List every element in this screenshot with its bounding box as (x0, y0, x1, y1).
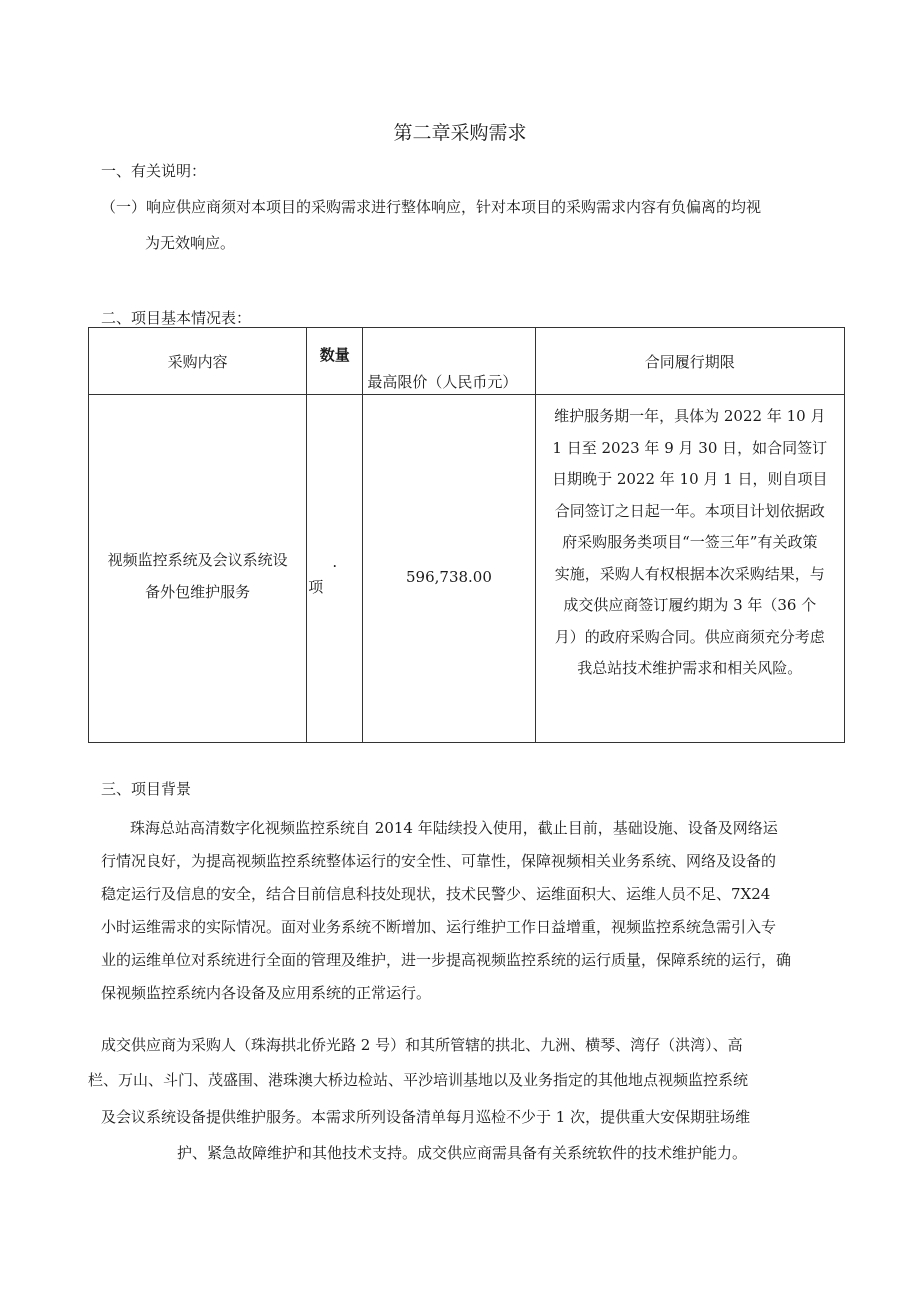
content-line1: 视频监控系统及会议系统设 (107, 550, 288, 569)
background-para2-line: 栏、万山、斗门、茂盛围、港珠澳大桥边检站、平沙培训基地以及业务指定的其他地点视频监控系统 (88, 1071, 749, 1089)
quantity-mark: · (332, 556, 338, 575)
background-para2-line: 护、紧急故障维护和其他技术支持。成交供应商需具备有关系统软件的技术维护能力。 (177, 1144, 748, 1162)
term-line: 合同签订之日起一年。本项目计划依据政 (554, 501, 825, 520)
background-para1-line: 行情况良好，为提高视频监控系统整体运行的安全性、可靠性，保障视频相关业务系统、网络及设备的 (101, 852, 777, 870)
header-term: 合同履行期限 (535, 328, 844, 395)
term-line: 我总站技术维护需求和相关风险。 (577, 659, 803, 677)
header-max-price: 最高限价（人民币元） (363, 328, 535, 395)
background-para2-line: 成交供应商为采购人（珠海拱北侨光路 2 号）和其所管辖的拱北、九洲、横琴、湾仔（洪湾）、高 (101, 1036, 743, 1054)
quantity-unit: 项 (308, 577, 324, 596)
header-quantity: 数量 (307, 328, 363, 395)
table-header-row (89, 328, 845, 395)
section1-item1-line2: 为无效响应。 (145, 234, 236, 252)
section2-heading: 二、项目基本情况表： (101, 309, 252, 327)
term-line: 日期晚于 2022 年 10 月 1 日，则自项目 (552, 470, 828, 488)
background-para1-line: 保视频监控系统内各设备及应用系统的正常运行。 (101, 984, 432, 1002)
cell-content (89, 395, 307, 743)
cell-price: 596,738.00 (363, 395, 535, 743)
term-line: 府采购服务类项目“一签三年”有关政策 (562, 533, 818, 551)
background-para1-line: 小时运维需求的实际情况。面对业务系统不断增加、运行维护工作日益增重，视频监控系统急需引入专 (101, 918, 777, 936)
section3-heading: 三、项目背景 (101, 780, 192, 798)
background-para1-line: 珠海总站高清数字化视频监控系统自 2014 年陆续投入使用，截止目前，基础设施、设备及网络运 (130, 819, 778, 837)
background-para1-line: 业的运维单位对系统进行全面的管理及维护，进一步提高视频监控系统的运行质量，保障系统的运行，确 (101, 951, 792, 969)
background-para2-line: 及会议系统设备提供维护服务。本需求所列设备清单每月巡检不少于 1 次，提供重大安保期驻场维 (101, 1108, 751, 1126)
section1-item1-line1: （一）响应供应商须对本项目的采购需求进行整体响应，针对本项目的采购需求内容有负偏离的均视 (101, 198, 762, 216)
section1-heading: 一、有关说明： (101, 162, 207, 180)
cell-quantity (307, 395, 363, 743)
chapter-title: 第二章采购需求 (393, 122, 527, 144)
term-line: 维护服务期一年，具体为 2022 年 10 月 (554, 407, 826, 425)
term-line: 月）的政府采购合同。供应商须充分考虑 (554, 627, 825, 646)
cell-term (535, 395, 844, 743)
term-line: 成交供应商签订履约期为 3 年（36 个 (563, 596, 817, 614)
term-line: 1 日至 2023 年 9 月 30 日，如合同签订 (552, 438, 828, 457)
content-line2: 备外包维护服务 (145, 582, 251, 601)
table-row (89, 395, 845, 743)
project-info-table (88, 327, 845, 743)
term-line: 实施，采购人有权根据本次采购结果，与 (554, 564, 825, 583)
background-para1-line: 稳定运行及信息的安全，结合目前信息科技处现状，技术民警少、运维面积大、运维人员不足、7X24 (101, 885, 771, 903)
header-content: 采购内容 (89, 328, 307, 395)
